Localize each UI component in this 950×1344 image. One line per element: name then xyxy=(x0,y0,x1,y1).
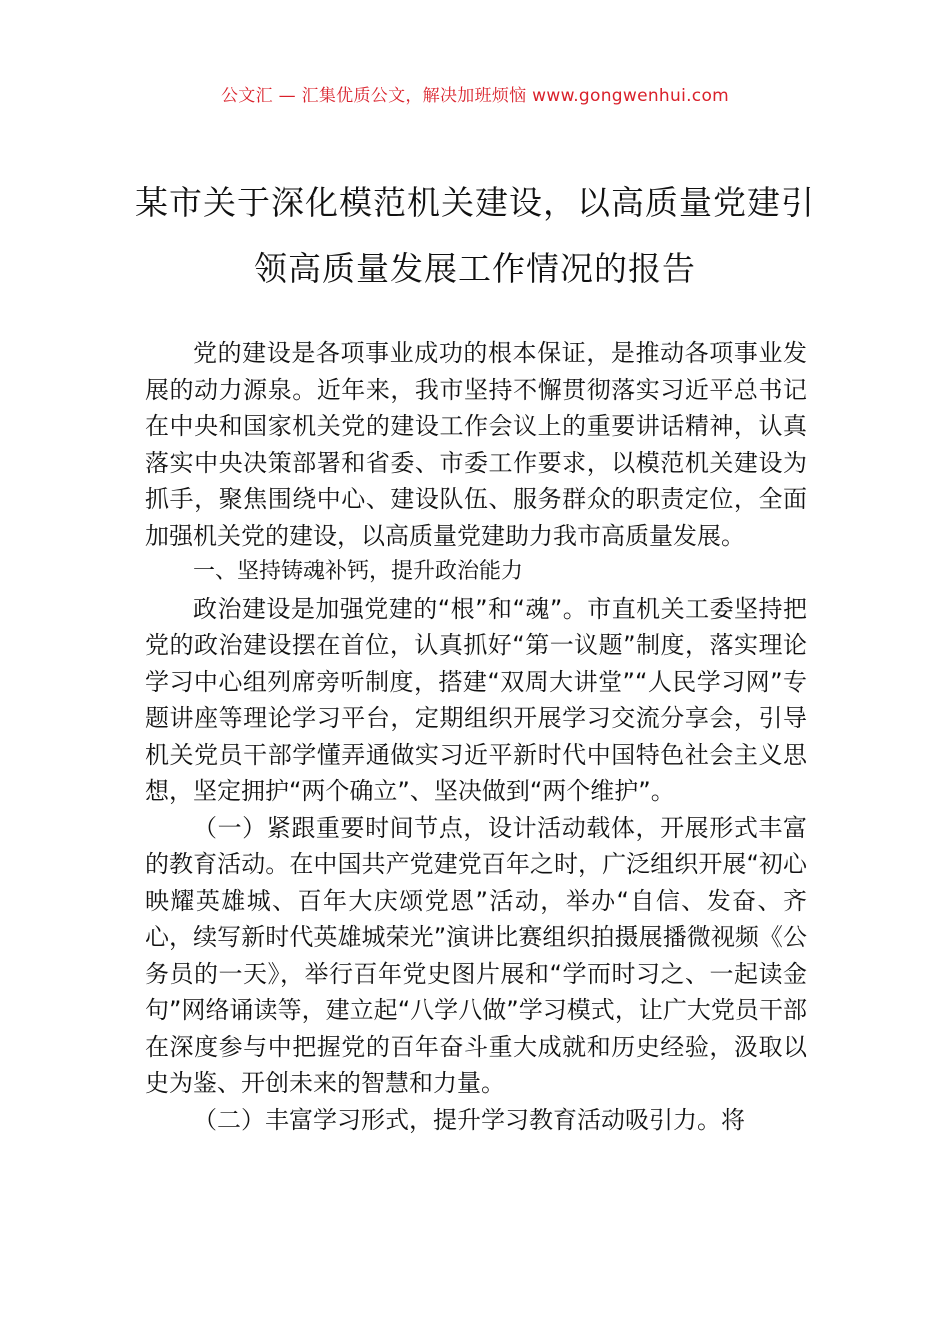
paragraph-political: 政治建设是加强党建的“根”和“魂”。市直机关工委坚持把党的政治建设摆在首位，认真抓好“第一议题”制度，落实理论学习中心组列席旁听制度，搭建“双周大讲堂”“人民学习网”专题讲座等理论学习平台，定期组织开展学习交流分享会，引导机关党员干部学懂弄通做实习近平新时代中国特色社会主义思想，坚定拥护“两个确立”、坚决做到“两个维护”。 xyxy=(145,594,807,805)
site-banner: 公文汇 — 汇集优质公文，解决加班烦恼 www.gongwenhui.com xyxy=(220,86,730,106)
document-title: 某市关于深化模范机关建设，以高质量党建引领高质量发展工作情况的报告 xyxy=(135,183,815,288)
section-heading-1: 一、坚持铸魂补钙，提升政治能力 xyxy=(193,559,524,584)
paragraph-item-1: （一）紧跟重要时间节点，设计活动载体，开展形式丰富的教育活动。在中国共产党建党百年之时，广泛组织开展“初心映耀英雄城、百年大庆颂党恩”活动，举办“自信、发奋、齐心，续写新时代英雄城荣光”演讲比赛组织拍摄展播微视频《公务员的一天》，举行百年党史图片展和“学而时习之、一起读金句”网络诵读等，建立起“八学八做”学习模式，让广大党员干部在深度参与中把握党的百年奋斗重大成就和历史经验，汲取以史为鉴、开创未来的智慧和力量。 xyxy=(145,813,807,1097)
document-body xyxy=(145,335,807,1138)
paragraph-intro: 党的建设是各项事业成功的根本保证，是推动各项事业发展的动力源泉。近年来，我市坚持不懈贯彻落实习近平总书记在中央和国家机关党的建设工作会议上的重要讲话精神，认真落实中央决策部署和省委、市委工作要求，以模范机关建设为抓手，聚焦围绕中心、建设队伍、服务群众的职责定位，全面加强机关党的建设，以高质量党建助力我市高质量发展。 xyxy=(145,339,807,550)
paragraph-item-2: （二）丰富学习形式，提升学习教育活动吸引力。将 xyxy=(193,1105,745,1134)
